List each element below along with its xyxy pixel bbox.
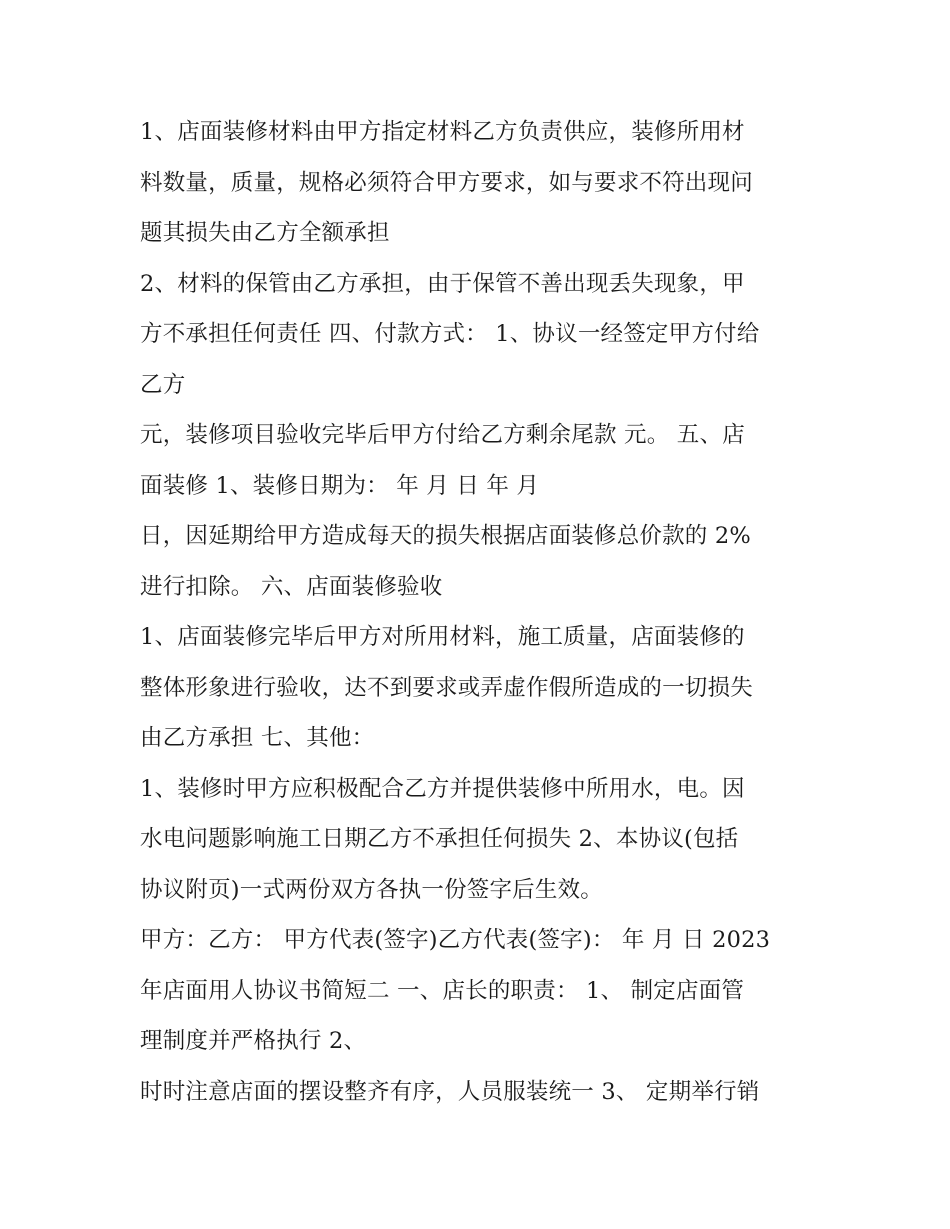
text-line: 由乙方承担 七、其他：	[140, 725, 375, 751]
text-line: 时时注意店面的摆设整齐有序，人员服装统一 3、 定期举行销	[140, 1078, 760, 1105]
text-line: 乙方	[140, 371, 186, 398]
text-line: 方不承担任何责任 四、付款方式： 1、协议一经签定甲方付给	[140, 321, 760, 347]
text-line: 料数量，质量，规格必须符合甲方要求，如与要求不符出现问	[140, 169, 753, 196]
document-body	[140, 107, 820, 1117]
text-line: 题其损失由乙方全额承担	[140, 220, 390, 246]
text-line: 理制度并严格执行 2、	[140, 1028, 367, 1054]
text-line: 面装修 1、装修日期为： 年 月 日 年 月	[140, 472, 540, 499]
text-line: 年店面用人协议书简短二 一、店长的职责： 1、 制定店面管	[140, 977, 745, 1004]
text-line: 1、店面装修材料由甲方指定材料乙方负责供应，装修所用材	[140, 119, 745, 145]
text-line: 进行扣除。 六、店面装修验收	[140, 573, 443, 600]
text-line: 2、材料的保管由乙方承担，由于保管不善出现丢失现象，甲	[140, 270, 745, 297]
text-line: 1、店面装修完毕后甲方对所用材料，施工质量，店面装修的	[140, 624, 745, 650]
text-line: 日，因延期给甲方造成每天的损失根据店面装修总价款的 2%	[140, 523, 751, 549]
text-line: 元，装修项目验收完毕后甲方付给乙方剩余尾款 元。 五、店	[140, 422, 745, 448]
text-line: 1、装修时甲方应积极配合乙方并提供装修中所用水，电。因	[140, 775, 745, 802]
text-line: 水电问题影响施工日期乙方不承担任何损失 2、本协议(包括	[140, 826, 739, 852]
text-line: 甲方：乙方： 甲方代表(签字)乙方代表(签字)： 年 月 日 2023	[140, 927, 771, 953]
text-line: 整体形象进行验收，达不到要求或弄虚作假所造成的一切损失	[140, 674, 753, 701]
text-line: 协议附页)一式两份双方各执一份签字后生效。	[140, 876, 603, 903]
